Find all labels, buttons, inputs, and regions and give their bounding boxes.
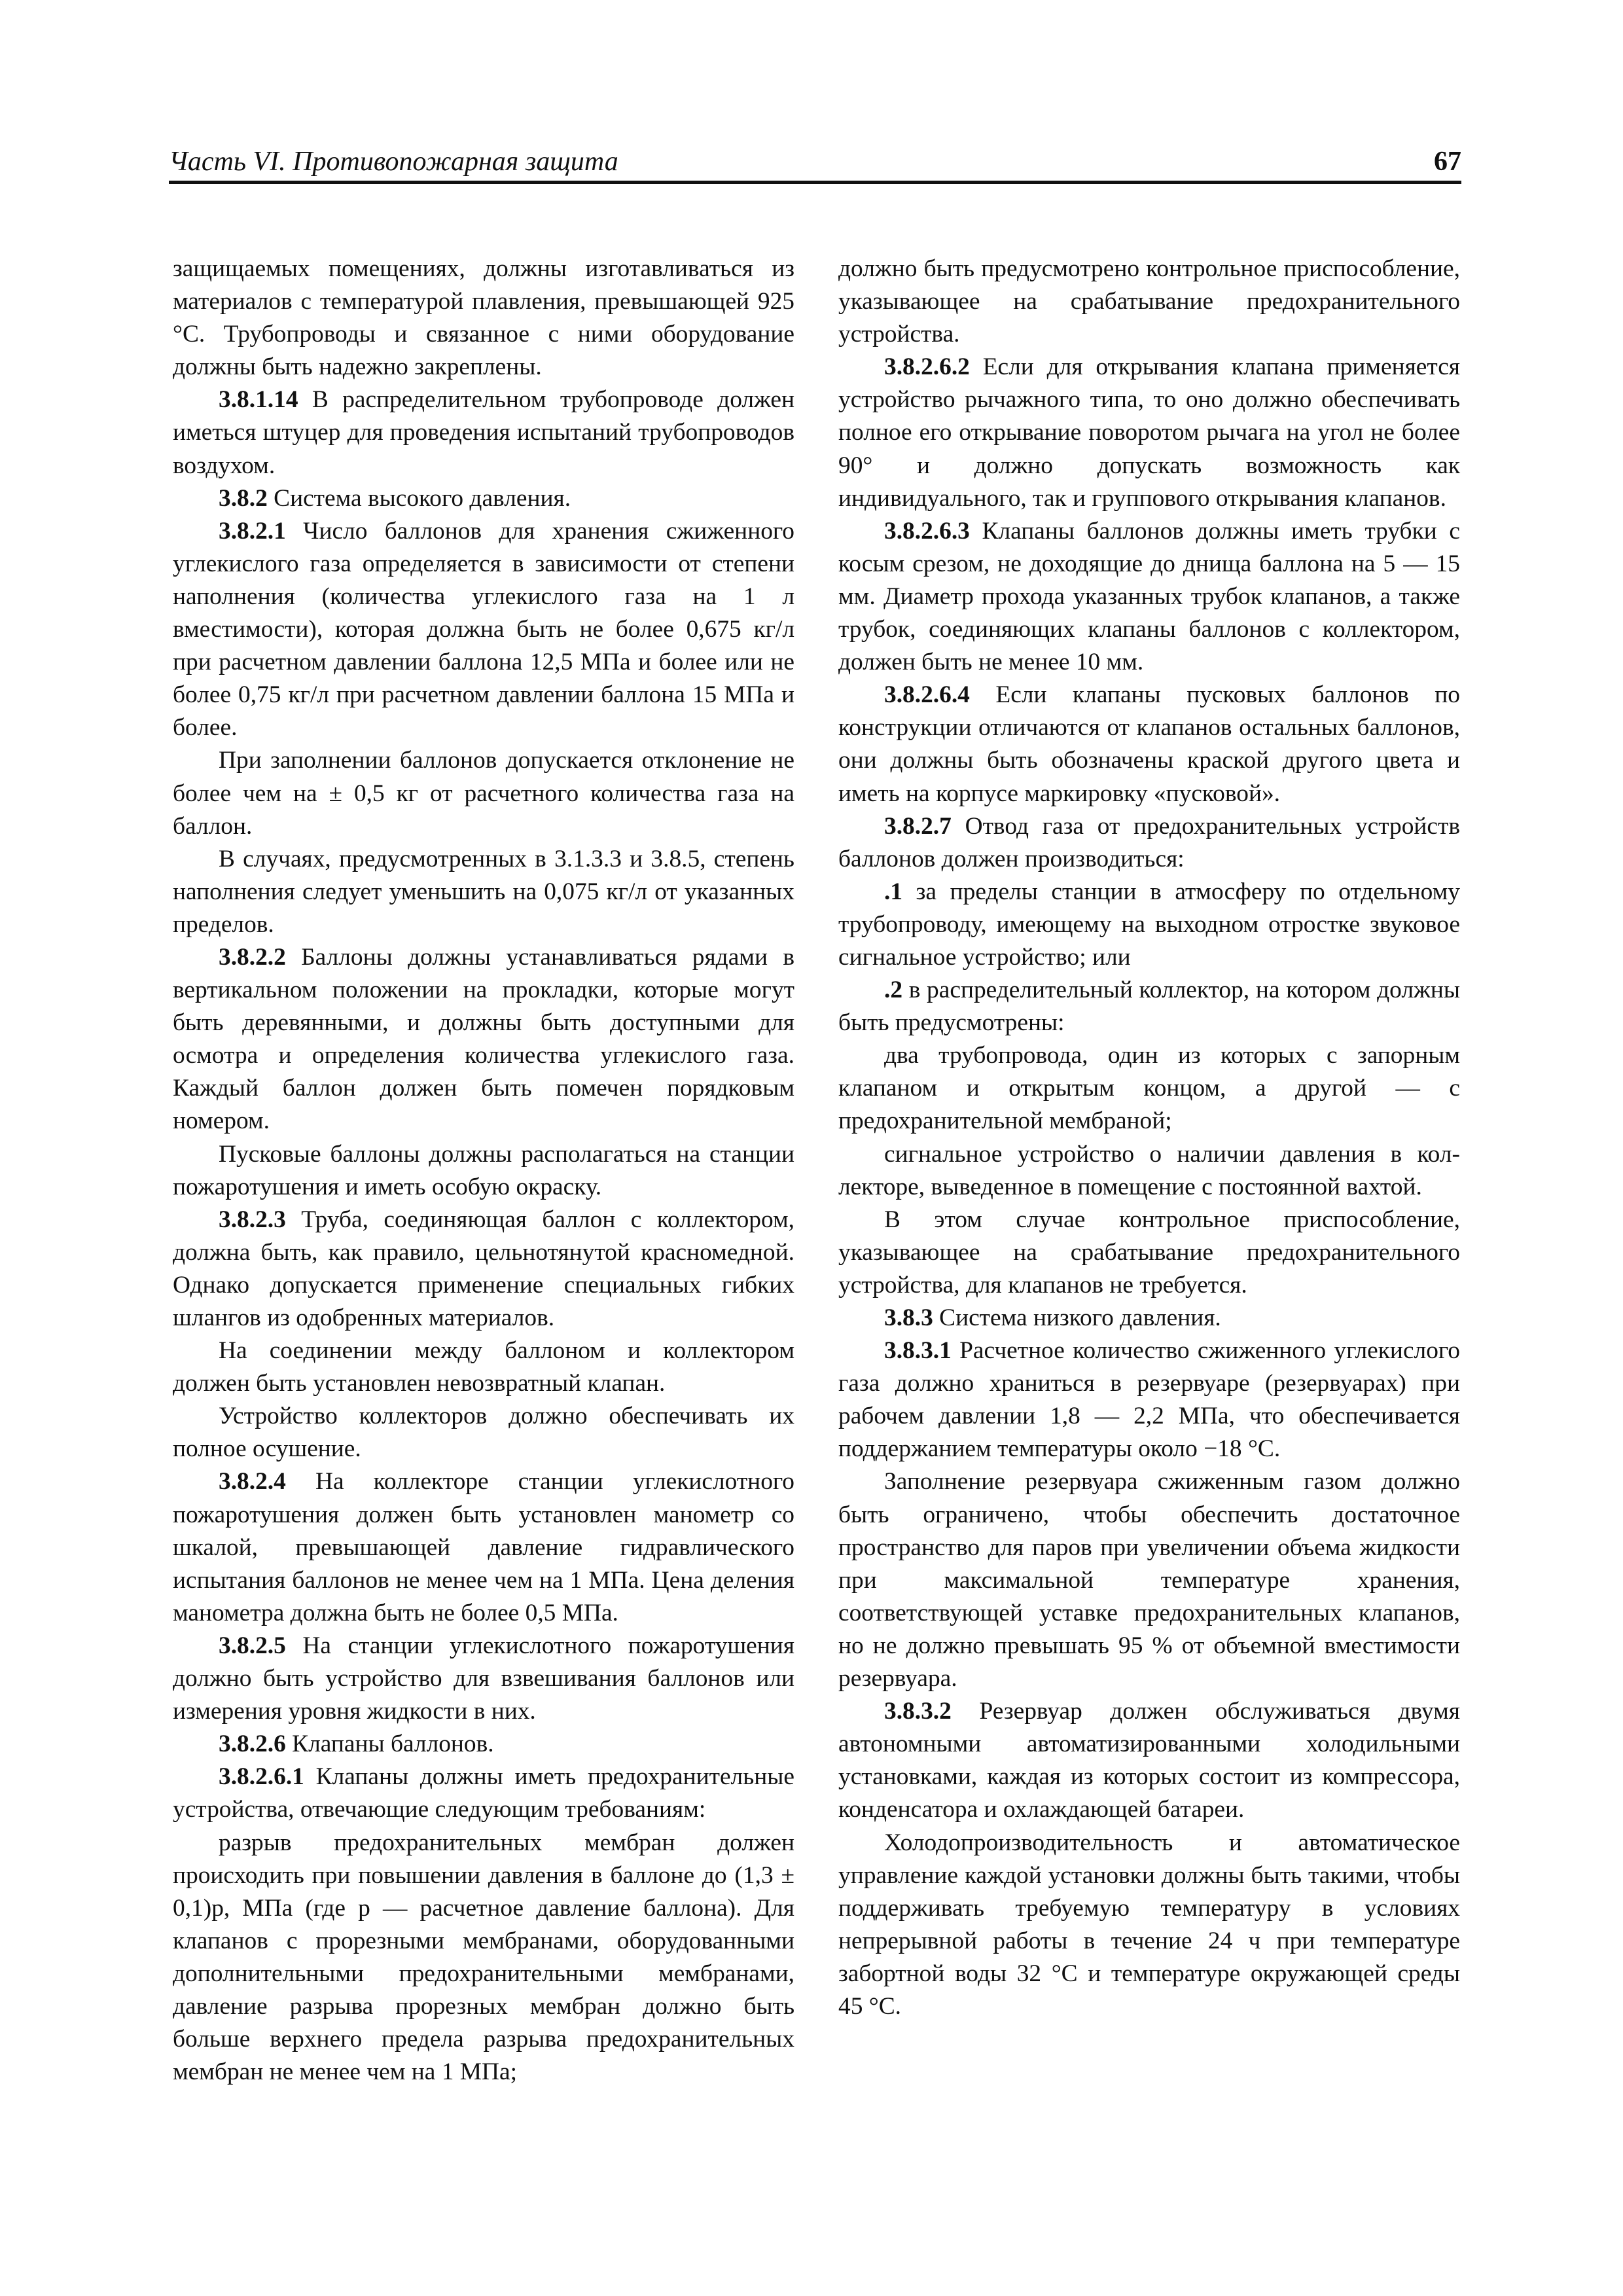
clause-number: .1 [884, 878, 903, 905]
paragraph-text: Клапаны баллонов должны иметь трубки с косым срезом, не доходящие до днища баллона на 5 — 15 мм. Диаметр прохода указанных трубок клапанов, а также трубок, соединяющих клапаны баллонов с коллектором, должен быть не менее 10 мм. [838, 517, 1460, 676]
clause-number: 3.8.2.7 [884, 812, 952, 840]
paragraph-text: Пусковые баллоны должны располагаться на станции пожаротушения и иметь особую окраску. [173, 1140, 794, 1200]
clause-number: 3.8.2.6.2 [884, 353, 970, 381]
paragraph-text: На коллекторе станции углекислотного пожаротушения должен быть установлен манометр со шкалой, превышающей давление гидравлического испытания баллонов не менее чем на 1 МПа. Цена деления манометра должна быть не более 0,5 МПа. [173, 1468, 794, 1626]
clause-number: 3.8.3.2 [884, 1698, 952, 1725]
paragraph [838, 351, 1460, 514]
clause-number: 3.8.2 [219, 484, 268, 512]
clause-number: 3.8.2.1 [219, 517, 286, 545]
paragraph [173, 744, 794, 842]
running-header [169, 141, 1461, 184]
paragraph-text: Труба, соединяющая баллон с коллектором, должна быть, как правило, цельнотянутой красномедной. Однако допускается применение специальных гибких шлангов из одобренных материалов. [173, 1206, 794, 1331]
clause-number: 3.8.2.6.1 [219, 1763, 304, 1791]
paragraph-text: Клапаны должны иметь предохранительные устройства, отвечающие следующим требованиям: [173, 1763, 794, 1823]
clause-number: 3.8.2.5 [219, 1632, 286, 1659]
paragraph-text: В случаях, предусмотренных в 3.1.3.3 и 3.8.5, степень наполнения следует уменьшить на 0,075 кг/л от указанных пределов. [173, 845, 794, 938]
paragraph [838, 1204, 1460, 1302]
clause-number: 3.8.3 [884, 1304, 933, 1331]
paragraph [173, 1728, 794, 1761]
paragraph [173, 384, 794, 482]
paragraph-text: Если для открывания клапана применяется устройство рычажного типа, то оно должно обеспечивать полное его открывание поворотом рычага на угол не более 90° и должно допускать возможность как индивидуального, так и группового открывания клапанов. [838, 353, 1460, 512]
paragraph [173, 941, 794, 1138]
header-title: Часть VI. Противопожарная защита [169, 147, 618, 177]
clause-number: .2 [884, 977, 903, 1004]
paragraph [838, 1335, 1460, 1465]
clause-number: 3.8.2.6 [219, 1731, 286, 1758]
clause-number: 3.8.2.6.4 [884, 681, 970, 709]
section-heading [173, 482, 794, 515]
section-heading [838, 1302, 1460, 1335]
paragraph-text: На соединении между баллоном и коллектором должен быть установлен невозвратный клапан. [173, 1337, 794, 1397]
paragraph-text: В этом случае контрольное приспособление, указывающее на срабатывание предохранительного устройства, для клапанов не требуется. [838, 1206, 1460, 1299]
paragraph-text: Система низкого давления. [933, 1304, 1221, 1331]
paragraph [173, 1827, 794, 2089]
paragraph-text: Отвод газа от предохранительных устройств баллонов должен производиться: [838, 812, 1460, 872]
paragraph-text: В распределительном трубопроводе должен иметься штуцер для проведения испытаний трубопроводов воздухом. [173, 386, 794, 479]
clause-number: 3.8.2.4 [219, 1468, 286, 1496]
list-item [838, 974, 1460, 1039]
clause-number: 3.8.3.1 [884, 1337, 952, 1365]
right-column [838, 253, 1460, 2023]
paragraph-text: должно быть предусмотрено контрольное приспособление, указывающее на срабатывание предохранительного устройства. [838, 255, 1460, 348]
paragraph-text: Система высокого давления. [267, 484, 571, 512]
paragraph-text: Резервуар должен обслуживаться двумя автономными автоматизированными холодильными установками, каждая из которых состоит из компрессора, конденсатора и охлаждающей батареи. [838, 1698, 1460, 1823]
paragraph [838, 1695, 1460, 1826]
paragraph [173, 1630, 794, 1728]
paragraph-text: разрыв предохранительных мембран должен происходить при повышении давления в баллоне до (1,3 ± 0,1)p, МПа (где p — расчетное давление баллона). Для клапанов с прорезными мембранами, оборудованными дополнительными предохранительными мембранами, давление разрыва прорезных мембран должно быть больше верхнего предела разрыва предохранительных мембран не менее чем на 1 МПа; [173, 1829, 794, 2086]
paragraph-text: Заполнение резервуара сжиженным газом должно быть ограничено, чтобы обеспечить достаточное пространство для паров при увеличении объема жидкости при максимальной температуре хранения, соответствующей уставке предохранительных клапанов, но не должно превышать 95 % от объемной вместимости резервуара. [838, 1468, 1460, 1693]
paragraph-text: Расчетное количество сжиженного углекислого газа должно храниться в резервуаре (резервуарах) при рабочем давлении 1,8 — 2,2 МПа, что обеспечивается поддержанием температуры около −18 °С. [838, 1337, 1460, 1463]
paragraph-text: Устройство коллекторов должно обеспечивать их полное осушение. [173, 1403, 794, 1463]
paragraph-text: Если клапаны пусковых баллонов по конструкции отличаются от клапанов остальных баллонов, они должны быть обозначены краской другого цвета и иметь на корпусе маркировку «пусковой». [838, 681, 1460, 807]
clause-number: 3.8.2.2 [219, 943, 286, 971]
paragraph [838, 1465, 1460, 1695]
paragraph-text: Число баллонов для хранения сжиженного углекислого газа определяется в зависимости от степени наполнения (количества углекислого газа на 1 л вместимости), которая должна быть не более 0,675 кг/л при расчетном давлении баллона 12,5 МПа и более или не более 0,75 кг/л при расчетном давлении баллона 15 МПа и более. [173, 517, 794, 742]
paragraph [173, 253, 794, 384]
paragraph [838, 515, 1460, 679]
list-item [838, 876, 1460, 974]
paragraph [838, 1138, 1460, 1204]
paragraph [173, 1465, 794, 1629]
paragraph [173, 1204, 794, 1335]
paragraph-text: сигнальное устройство о наличии давления в коллекторе, выведенное в помещение с постоянной вахтой. [838, 1140, 1460, 1200]
paragraph-text: в распределительный коллектор, на котором должны быть предусмотрены: [838, 977, 1460, 1037]
paragraph-text: Баллоны должны устанавливаться рядами в вертикальном положении на прокладки, которые могут быть деревянными, и должны быть доступными для осмотра и определения количества углекислого газа. Каждый баллон должен быть помечен порядковым номером. [173, 943, 794, 1135]
clause-number: 3.8.1.14 [219, 386, 298, 414]
paragraph-text: На станции углекислотного пожаротушения должно быть устройство для взвешивания баллонов или измерения уровня жидкости в них. [173, 1632, 794, 1725]
paragraph-text: Клапаны баллонов. [285, 1731, 494, 1758]
paragraph [838, 679, 1460, 810]
paragraph [838, 1039, 1460, 1138]
left-column [173, 253, 794, 2089]
paragraph [173, 1761, 794, 1826]
paragraph-text: Холодопроизводительность и автоматическое управление каждой установки должны быть такими, чтобы поддерживать требуемую температуру в условиях непрерывной работы в течение 24 ч при температуре забортной воды 32 °С и температуре окружающей среды 45 °С. [838, 1829, 1460, 2020]
paragraph-text: При заполнении баллонов допускается отклонение не более чем на ± 0,5 кг от расчетного количества газа на баллон. [173, 747, 794, 840]
paragraph [173, 1335, 794, 1400]
paragraph [838, 1827, 1460, 2024]
paragraph [173, 1138, 794, 1204]
paragraph-text: за пределы станции в атмосферу по отдельному трубопроводу, имеющему на выходном отростке звуковое сигнальное устройство; или [838, 878, 1460, 971]
paragraph [838, 810, 1460, 876]
clause-number: 3.8.2.3 [219, 1206, 286, 1233]
paragraph [173, 1400, 794, 1465]
paragraph-text: два трубопровода, один из которых с запорным клапаном и открытым концом, а другой — с предохранительной мембраной; [838, 1042, 1460, 1135]
clause-number: 3.8.2.6.3 [884, 517, 970, 545]
page-number: 67 [1434, 147, 1461, 177]
paragraph-text: защищаемых помещениях, должны изготавливаться из материалов с температурой плавления, превышающей 925 °С. Трубопроводы и связанное с ними оборудование должны быть надежно закреплены. [173, 255, 794, 381]
paragraph [838, 253, 1460, 351]
paragraph [173, 843, 794, 941]
paragraph [173, 515, 794, 745]
